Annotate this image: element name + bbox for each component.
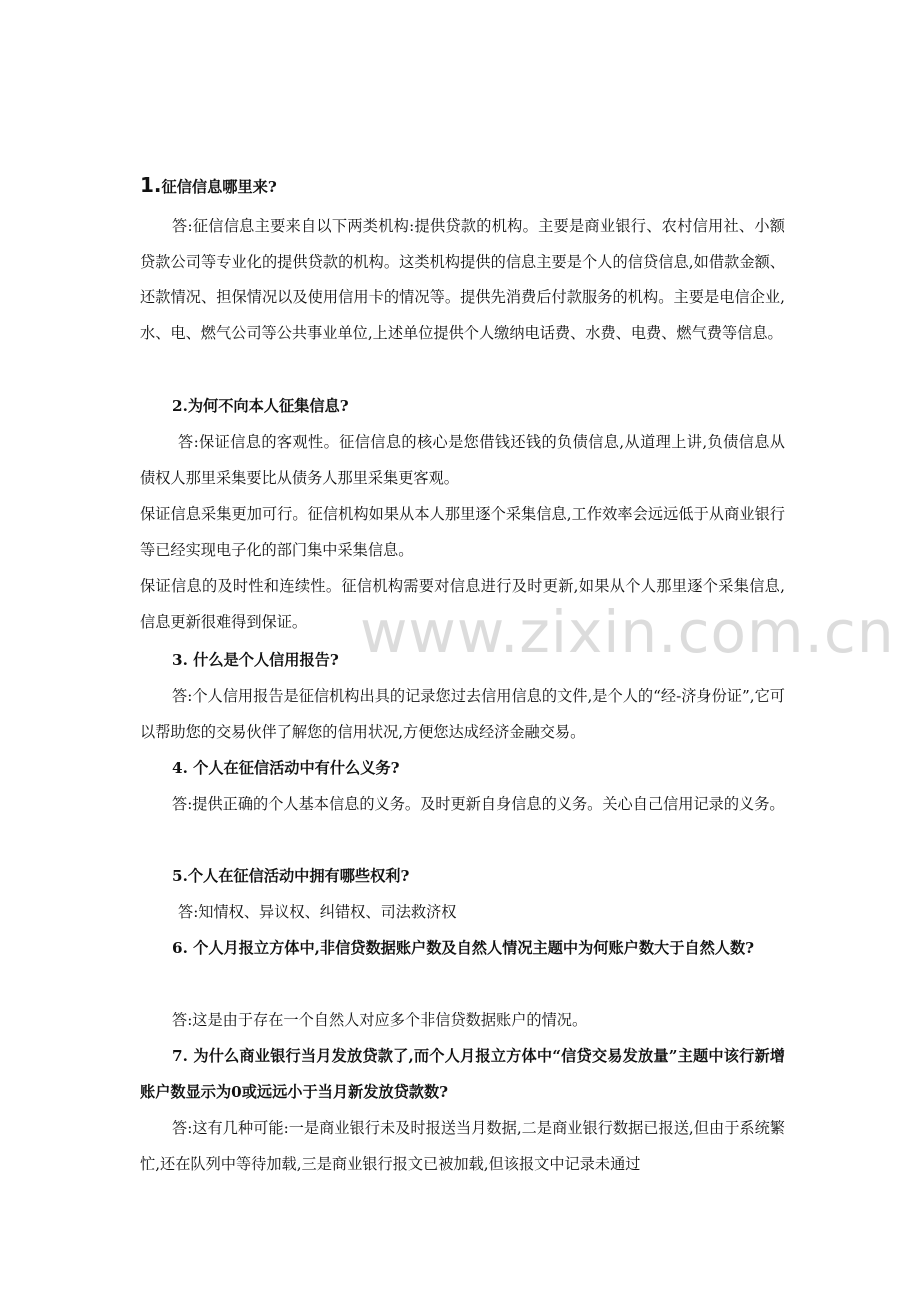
question-1-title: 征信信息哪里来?: [161, 178, 277, 196]
question-5-heading: 5.个人在征信活动中拥有哪些权利?: [172, 867, 410, 885]
answer-2-paragraph-2: 保证信息采集更加可行。征信机构如果从本人那里逐个采集信息,工作效率会远远低于从商业银行等已经实现电子化的部门集中采集信息。: [140, 505, 785, 559]
question-4-heading: 4. 个人在征信活动中有什么义务?: [172, 759, 400, 777]
answer-6: 答:这是由于存在一个自然人对应多个非信贷数据账户的情况。: [172, 1011, 588, 1029]
question-3-heading: 3. 什么是个人信用报告?: [172, 651, 339, 669]
question-6-heading: 6. 个人月报立方体中,非信贷数据账户数及自然人情况主题中为何账户数大于自然人数?: [172, 939, 755, 957]
answer-4: 答:提供正确的个人基本信息的义务。及时更新自身信息的义务。关心自己信用记录的义务。: [172, 795, 785, 813]
question-2-heading: 2.为何不向本人征集信息?: [172, 397, 349, 415]
answer-5: 答:知情权、异议权、纠错权、司法救济权: [178, 903, 457, 921]
answer-2-paragraph-1: 答:保证信息的客观性。征信信息的核心是您借钱还钱的负债信息,从道理上讲,负债信息从债权人那里采集要比从债务人那里采集更客观。: [140, 433, 785, 487]
watermark: www.zixin.com.cn: [360, 598, 895, 666]
question-1-number: 1.: [140, 173, 162, 197]
answer-3: 答:个人信用报告是征信机构出具的记录您过去信用信息的文件,是个人的“经-济身份证”,它可以帮助您的交易伙伴了解您的信用状况,方便您达成经济金融交易。: [140, 687, 785, 741]
answer-1: 答:征信信息主要来自以下两类机构:提供贷款的机构。主要是商业银行、农村信用社、小额贷款公司等专业化的提供贷款的机构。这类机构提供的信息主要是个人的信贷信息,如借款金额、还款情况、担保情况以及使用信用卡的情况等。提供先消费后付款服务的机构。主要是电信企业,水、电、燃气公司等公共事业单位,上述单位提供个人缴纳电话费、水费、电费、燃气费等信息。: [140, 217, 785, 342]
question-7-heading: 7. 为什么商业银行当月发放贷款了,而个人月报立方体中“信贷交易发放量”主题中该行新增账户数显示为0或远远小于当月新发放贷款数?: [140, 1047, 785, 1101]
answer-7: 答:这有几种可能:一是商业银行未及时报送当月数据,二是商业银行数据已报送,但由于系统繁忙,还在队列中等待加载,三是商业银行报文已被加载,但该报文中记录未通过: [140, 1119, 785, 1173]
question-1-heading: [140, 168, 785, 206]
answer-2-paragraph-3: 保证信息的及时性和连续性。征信机构需要对信息进行及时更新,如果从个人那里逐个采集信息,信息更新很难得到保证。: [140, 577, 785, 631]
